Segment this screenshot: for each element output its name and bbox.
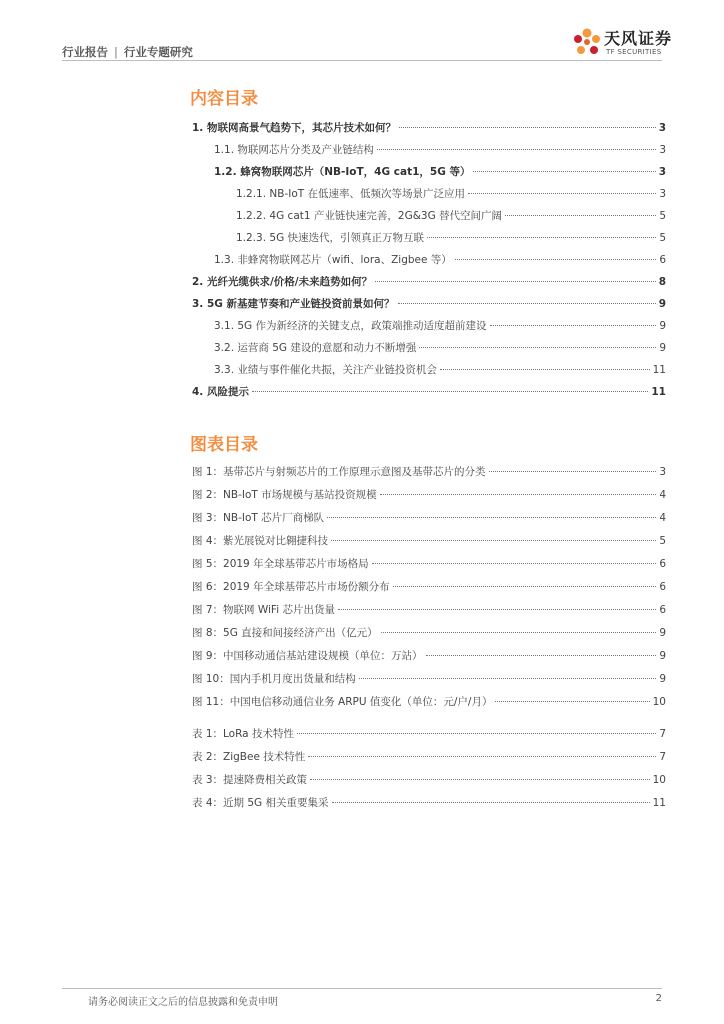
entry-label: 表 2：ZigBee 技术特性 [192,751,306,763]
entry-label: 3.3. 业绩与事件催化共振，关注产业链投资机会 [214,364,437,376]
footer-divider [62,988,662,989]
entry-label: 表 3：提速降费相关政策 [192,774,308,786]
dot-leader [338,609,656,610]
entry-label: 图 1：基带芯片与射频芯片的工作原理示意图及基带芯片的分类 [192,466,486,478]
entry-page-number: 7 [659,751,666,763]
figure-entry[interactable] [192,602,666,617]
entry-label: 图 2：NB-IoT 市场规模与基站投资规模 [192,489,377,501]
toc-entry[interactable] [236,230,666,245]
header-subcategory: 行业专题研究 [123,45,193,59]
toc-entry[interactable] [214,318,666,333]
entry-label: 1.1. 物联网芯片分类及产业链结构 [214,144,374,156]
entry-page-number: 8 [658,276,666,288]
dot-leader [490,325,657,326]
dot-leader [381,632,657,633]
entry-page-number: 6 [659,254,666,266]
entry-label: 图 6：2019 年全球基带芯片市场份额分布 [192,581,390,593]
entry-page-number: 9 [659,320,666,332]
entry-page-number: 3 [659,144,666,156]
entry-page-number: 3 [658,166,666,178]
toc-entry[interactable] [214,340,666,355]
dot-leader [440,369,650,370]
dot-leader [393,586,657,587]
dot-leader [398,303,656,304]
entry-label: 表 4：近期 5G 相关重要集采 [192,797,329,809]
dot-leader [380,494,657,495]
header-category: 行业报告 [62,45,108,59]
toc-entry[interactable] [214,164,666,179]
dot-leader [473,171,655,172]
header-breadcrumb: 行业报告 | 行业专题研究 [62,45,193,59]
entry-label: 图 10：国内手机月度出货量和结构 [192,673,356,685]
entry-page-number: 6 [659,581,666,593]
dot-leader [426,655,657,656]
entry-page-number: 6 [659,604,666,616]
entry-page-number: 9 [659,627,666,639]
entry-label: 图 5：2019 年全球基带芯片市场格局 [192,558,369,570]
toc-entry[interactable] [192,296,666,311]
toc-title: 内容目录 [190,89,258,109]
dot-leader [489,471,657,472]
dot-leader [332,802,650,803]
entry-page-number: 3 [658,122,666,134]
header-divider [62,60,662,61]
entry-label: 1.2.2. 4G cat1 产业链快速完善，2G&3G 替代空间广阔 [236,210,503,222]
dot-leader [310,779,650,780]
figure-entry[interactable] [192,625,666,640]
entry-label: 图 8：5G 直接和间接经济产出（亿元） [192,627,378,639]
dot-leader [372,563,657,564]
entry-page-number: 5 [659,232,666,244]
dot-leader [252,391,648,392]
dot-leader [468,193,656,194]
entry-label: 1.3. 非蜂窝物联网芯片（wifi、lora、Zigbee 等） [214,254,452,266]
entry-label: 1.2.3. 5G 快速迭代，引领真正万物互联 [236,232,425,244]
dot-leader [419,347,656,348]
dot-leader [331,540,656,541]
entry-label: 3.2. 运营商 5G 建设的意愿和动力不断增强 [214,342,417,354]
entry-page-number: 3 [659,188,666,200]
entry-label: 3. 5G 新基建节奏和产业链投资前景如何？ [192,298,395,310]
dot-leader [495,701,649,702]
entry-page-number: 10 [652,696,666,708]
dot-leader [375,281,656,282]
figure-entry[interactable] [192,556,666,571]
footer-disclaimer: 请务必阅读正文之后的信息披露和免责申明 [88,997,278,1008]
toc-entry[interactable] [192,120,666,135]
entry-page-number: 7 [659,728,666,740]
entry-page-number: 10 [652,774,666,786]
entry-label: 表 1：LoRa 技术特性 [192,728,294,740]
entry-page-number: 5 [659,210,666,222]
entry-page-number: 4 [659,512,666,524]
toc-entry[interactable] [214,142,666,157]
entry-label: 2. 光纤光缆供求/价格/未来趋势如何？ [192,276,373,288]
figure-entry[interactable] [192,648,666,663]
entry-label: 图 4：紫光展锐对比翱捷科技 [192,535,329,547]
toc-entry[interactable] [192,384,666,399]
dot-leader [505,215,656,216]
entry-page-number: 5 [659,535,666,547]
figures-title: 图表目录 [190,435,258,455]
footer-page-number: 2 [655,993,662,1004]
dot-leader [359,678,657,679]
entry-label: 1.2.1. NB-IoT 在低速率、低频次等场景广泛应用 [236,188,466,200]
toc-entry[interactable] [214,362,666,377]
figure-entry[interactable] [192,510,666,525]
entry-label: 3.1. 5G 作为新经济的关键支点，政策端推动适度超前建设 [214,320,487,332]
entry-label: 1.2. 蜂窝物联网芯片（NB-IoT，4G cat1，5G 等） [214,166,471,178]
figure-entry[interactable] [192,671,666,686]
toc-entry[interactable] [236,186,666,201]
dot-leader [399,127,656,128]
entry-label: 图 9：中国移动通信基站建设规模（单位：万站） [192,650,423,662]
dot-leader [455,259,657,260]
logo-subtitle: TF SECURITIES [606,48,662,56]
toc-entry[interactable] [236,208,666,223]
figure-entry[interactable] [192,487,666,502]
dot-leader [297,733,656,734]
entry-page-number: 3 [659,466,666,478]
table-entry[interactable] [192,726,666,741]
entry-label: 1. 物联网高景气趋势下，其芯片技术如何？ [192,122,396,134]
table-entry[interactable] [192,795,666,810]
toc-entry[interactable] [214,252,666,267]
logo-name: 天风证券 [604,29,673,48]
dot-leader [308,756,656,757]
entry-page-number: 9 [659,342,666,354]
entry-page-number: 11 [652,364,666,376]
entry-page-number: 9 [659,650,666,662]
entry-label: 图 3：NB-IoT 芯片厂商梯队 [192,512,325,524]
entry-page-number: 11 [652,797,666,809]
entry-page-number: 4 [659,489,666,501]
table-entry[interactable] [192,749,666,764]
figure-entry[interactable] [192,464,666,479]
figure-entry[interactable] [192,694,666,709]
table-entry[interactable] [192,772,666,787]
figure-entry[interactable] [192,533,666,548]
entry-label: 图 11：中国电信移动通信业务 ARPU 值变化（单位：元/户/月） [192,696,493,708]
entry-page-number: 11 [651,386,666,398]
entry-page-number: 6 [659,558,666,570]
entry-label: 图 7：物联网 WiFi 芯片出货量 [192,604,335,616]
figure-entry[interactable] [192,579,666,594]
entry-page-number: 9 [658,298,666,310]
dot-leader [327,517,656,518]
entry-page-number: 9 [659,673,666,685]
flower-logo-icon [570,24,604,64]
entry-label: 4. 风险提示 [192,386,249,398]
dot-leader [427,237,656,238]
company-logo [570,24,680,64]
dot-leader [377,149,656,150]
toc-entry[interactable] [192,274,666,289]
